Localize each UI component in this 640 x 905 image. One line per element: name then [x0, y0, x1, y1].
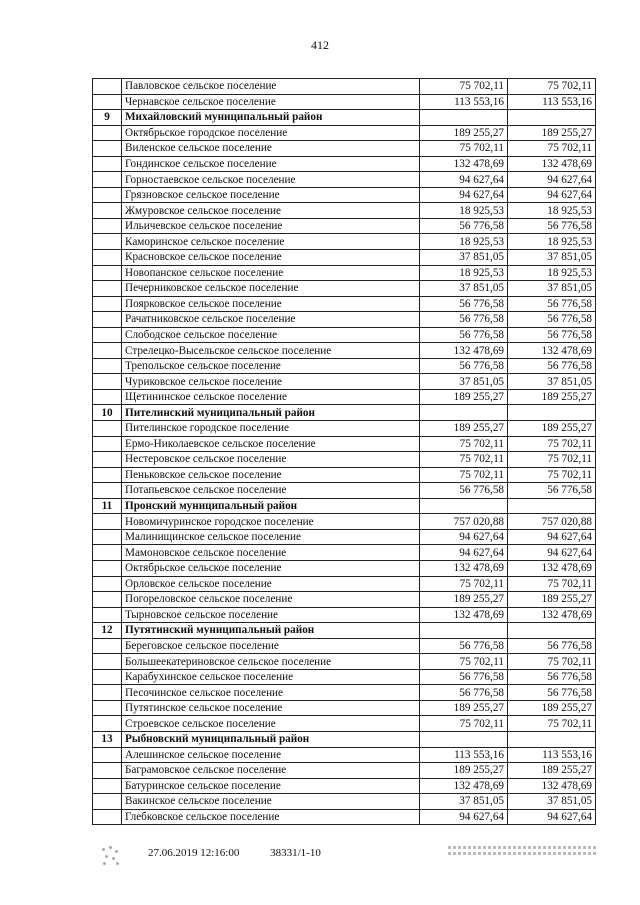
row-number — [93, 778, 122, 794]
district-row — [93, 405, 596, 421]
table-row — [93, 421, 596, 437]
amount-col-1: 132 478,69 — [420, 560, 508, 576]
amount-col-1 — [420, 110, 508, 126]
amount-col-1: 94 627,64 — [420, 545, 508, 561]
amount-col-2: 75 702,11 — [508, 79, 596, 95]
amount-col-1: 56 776,58 — [420, 483, 508, 499]
row-number — [93, 172, 122, 188]
amount-col-2: 37 851,05 — [508, 794, 596, 810]
table-row — [93, 716, 596, 732]
amount-col-2: 132 478,69 — [508, 560, 596, 576]
table-row — [93, 156, 596, 172]
row-number — [93, 654, 122, 670]
table-row — [93, 187, 596, 203]
settlement-name: Пронский муниципальный район — [122, 498, 420, 514]
amount-col-2: 189 255,27 — [508, 763, 596, 779]
settlement-name: Михайловский муниципальный район — [122, 110, 420, 126]
amount-col-1 — [420, 405, 508, 421]
table-row — [93, 436, 596, 452]
amount-col-1: 18 925,53 — [420, 265, 508, 281]
amount-col-2: 75 702,11 — [508, 716, 596, 732]
footer-timestamp: 27.06.2019 12:16:00 — [148, 847, 240, 859]
amount-col-1: 757 020,88 — [420, 514, 508, 530]
amount-col-1 — [420, 623, 508, 639]
footer-doc-id: 38331/1-10 — [270, 847, 321, 859]
table-row — [93, 607, 596, 623]
row-number — [93, 203, 122, 219]
settlement-name: Каморинское сельское поселение — [122, 234, 420, 250]
row-number — [93, 281, 122, 297]
row-number — [93, 327, 122, 343]
amount-col-1: 75 702,11 — [420, 654, 508, 670]
table-row — [93, 700, 596, 716]
amount-col-1 — [420, 498, 508, 514]
settlement-name: Баграмовское сельское поселение — [122, 763, 420, 779]
amount-col-1: 132 478,69 — [420, 607, 508, 623]
amount-col-1: 189 255,27 — [420, 125, 508, 141]
table-row — [93, 638, 596, 654]
settlement-name: Пеньковское сельское поселение — [122, 467, 420, 483]
settlement-name: Поярковское сельское поселение — [122, 296, 420, 312]
amount-col-1: 18 925,53 — [420, 203, 508, 219]
row-number — [93, 343, 122, 359]
row-number — [93, 218, 122, 234]
settlement-name: Чернавское сельское поселение — [122, 94, 420, 110]
amount-col-2: 18 925,53 — [508, 265, 596, 281]
amount-col-2: 18 925,53 — [508, 234, 596, 250]
settlement-name: Павловское сельское поселение — [122, 79, 420, 95]
settlement-name: Алешинское сельское поселение — [122, 747, 420, 763]
row-number — [93, 125, 122, 141]
settlement-name: Береговское сельское поселение — [122, 638, 420, 654]
amount-col-1: 56 776,58 — [420, 296, 508, 312]
table-row — [93, 172, 596, 188]
row-number: 9 — [93, 110, 122, 126]
row-number — [93, 638, 122, 654]
footer — [148, 847, 349, 859]
table-row — [93, 358, 596, 374]
row-number — [93, 747, 122, 763]
row-number — [93, 94, 122, 110]
amount-col-2: 75 702,11 — [508, 452, 596, 468]
amount-col-2: 189 255,27 — [508, 389, 596, 405]
amount-col-2: 56 776,58 — [508, 638, 596, 654]
amount-col-1: 189 255,27 — [420, 421, 508, 437]
settlement-name: Чуриковское сельское поселение — [122, 374, 420, 390]
amount-col-1: 37 851,05 — [420, 281, 508, 297]
row-number — [93, 685, 122, 701]
amount-col-2: 75 702,11 — [508, 654, 596, 670]
amount-col-1: 132 478,69 — [420, 778, 508, 794]
amount-col-1: 94 627,64 — [420, 172, 508, 188]
row-number — [93, 312, 122, 328]
amount-col-1: 189 255,27 — [420, 700, 508, 716]
row-number — [93, 358, 122, 374]
table-row — [93, 343, 596, 359]
table-row — [93, 514, 596, 530]
table-row — [93, 234, 596, 250]
amount-col-2: 75 702,11 — [508, 467, 596, 483]
table-row — [93, 312, 596, 328]
amount-col-1: 113 553,16 — [420, 747, 508, 763]
settlement-name: Карабухинское сельское поселение — [122, 669, 420, 685]
amount-col-2 — [508, 405, 596, 421]
amount-col-2: 56 776,58 — [508, 327, 596, 343]
row-number — [93, 576, 122, 592]
amount-col-2: 189 255,27 — [508, 700, 596, 716]
table-row — [93, 794, 596, 810]
settlement-name: Нестеровское сельское поселение — [122, 452, 420, 468]
row-number — [93, 763, 122, 779]
amount-col-1 — [420, 731, 508, 747]
settlement-name: Тырновское сельское поселение — [122, 607, 420, 623]
row-number — [93, 436, 122, 452]
table-row — [93, 327, 596, 343]
table-row — [93, 389, 596, 405]
amount-col-2: 94 627,64 — [508, 172, 596, 188]
table-row — [93, 669, 596, 685]
amount-col-2: 757 020,88 — [508, 514, 596, 530]
settlement-name: Новопанское сельское поселение — [122, 265, 420, 281]
amount-col-2: 56 776,58 — [508, 669, 596, 685]
amount-col-2: 56 776,58 — [508, 685, 596, 701]
amount-col-1: 189 255,27 — [420, 592, 508, 608]
district-row — [93, 498, 596, 514]
amount-col-1: 56 776,58 — [420, 218, 508, 234]
settlement-name: Стрелецко-Высельское сельское поселение — [122, 343, 420, 359]
table-row — [93, 374, 596, 390]
amount-col-2: 94 627,64 — [508, 187, 596, 203]
amount-col-1: 94 627,64 — [420, 187, 508, 203]
row-number — [93, 716, 122, 732]
settlement-name: Малинищинское сельское поселение — [122, 529, 420, 545]
row-number: 11 — [93, 498, 122, 514]
settlement-name: Октябрьское городское поселение — [122, 125, 420, 141]
amount-col-1: 75 702,11 — [420, 452, 508, 468]
settlement-name: Слободское сельское поселение — [122, 327, 420, 343]
row-number — [93, 265, 122, 281]
amount-col-2: 37 851,05 — [508, 374, 596, 390]
district-row — [93, 623, 596, 639]
settlement-name: Путятинское сельское поселение — [122, 700, 420, 716]
settlement-name: Новомичуринское городское поселение — [122, 514, 420, 530]
table-row — [93, 685, 596, 701]
amount-col-1: 75 702,11 — [420, 436, 508, 452]
table-row — [93, 218, 596, 234]
amount-col-1: 189 255,27 — [420, 763, 508, 779]
row-number — [93, 809, 122, 825]
settlement-name: Горностаевское сельское поселение — [122, 172, 420, 188]
amount-col-2: 94 627,64 — [508, 545, 596, 561]
settlement-name: Песочинское сельское поселение — [122, 685, 420, 701]
table-row — [93, 529, 596, 545]
row-number — [93, 156, 122, 172]
row-number — [93, 296, 122, 312]
amount-col-1: 94 627,64 — [420, 529, 508, 545]
settlement-name: Большеекатериновское сельское поселение — [122, 654, 420, 670]
amount-col-1: 132 478,69 — [420, 156, 508, 172]
allocation-table — [92, 78, 596, 825]
settlement-name: Вакинское сельское поселение — [122, 794, 420, 810]
amount-col-1: 113 553,16 — [420, 94, 508, 110]
amount-col-1: 189 255,27 — [420, 389, 508, 405]
table-row — [93, 79, 596, 95]
table-row — [93, 265, 596, 281]
amount-col-2: 18 925,53 — [508, 203, 596, 219]
table-row — [93, 809, 596, 825]
amount-col-2: 75 702,11 — [508, 576, 596, 592]
amount-col-2 — [508, 731, 596, 747]
amount-col-2: 113 553,16 — [508, 747, 596, 763]
settlement-name: Рачатниковское сельское поселение — [122, 312, 420, 328]
amount-col-1: 56 776,58 — [420, 685, 508, 701]
row-number — [93, 514, 122, 530]
amount-col-2: 132 478,69 — [508, 607, 596, 623]
page-number: 412 — [311, 38, 329, 52]
table-row — [93, 141, 596, 157]
scan-mark-icon — [100, 845, 122, 867]
amount-col-2: 189 255,27 — [508, 592, 596, 608]
amount-col-2: 132 478,69 — [508, 778, 596, 794]
row-number — [93, 592, 122, 608]
table-row — [93, 94, 596, 110]
settlement-name: Печерниковское сельское поселение — [122, 281, 420, 297]
amount-col-1: 56 776,58 — [420, 358, 508, 374]
table-row — [93, 747, 596, 763]
settlement-name: Путятинский муниципальный район — [122, 623, 420, 639]
amount-col-1: 75 702,11 — [420, 141, 508, 157]
row-number — [93, 187, 122, 203]
amount-col-2: 75 702,11 — [508, 436, 596, 452]
amount-col-2: 75 702,11 — [508, 141, 596, 157]
row-number — [93, 79, 122, 95]
row-number — [93, 234, 122, 250]
row-number: 12 — [93, 623, 122, 639]
amount-col-2: 94 627,64 — [508, 529, 596, 545]
table-row — [93, 281, 596, 297]
row-number: 13 — [93, 731, 122, 747]
settlement-name: Гондинское сельское поселение — [122, 156, 420, 172]
amount-col-1: 56 776,58 — [420, 669, 508, 685]
amount-col-2: 94 627,64 — [508, 809, 596, 825]
amount-col-2: 132 478,69 — [508, 343, 596, 359]
settlement-name: Глебковское сельское поселение — [122, 809, 420, 825]
amount-col-2: 56 776,58 — [508, 483, 596, 499]
row-number: 10 — [93, 405, 122, 421]
amount-col-1: 56 776,58 — [420, 327, 508, 343]
amount-col-2: 132 478,69 — [508, 156, 596, 172]
table-row — [93, 545, 596, 561]
settlement-name: Мамоновское сельское поселение — [122, 545, 420, 561]
settlement-name: Погореловское сельское поселение — [122, 592, 420, 608]
table-row — [93, 296, 596, 312]
settlement-name: Жмуровское сельское поселение — [122, 203, 420, 219]
settlement-name: Ильичевское сельское поселение — [122, 218, 420, 234]
amount-col-1: 75 702,11 — [420, 576, 508, 592]
settlement-name: Октябрьское сельское поселение — [122, 560, 420, 576]
table-row — [93, 654, 596, 670]
row-number — [93, 560, 122, 576]
settlement-name: Строевское сельское поселение — [122, 716, 420, 732]
row-number — [93, 794, 122, 810]
row-number — [93, 529, 122, 545]
amount-col-2: 189 255,27 — [508, 421, 596, 437]
amount-col-1: 18 925,53 — [420, 234, 508, 250]
table-row — [93, 778, 596, 794]
amount-col-2: 113 553,16 — [508, 94, 596, 110]
amount-col-2: 189 255,27 — [508, 125, 596, 141]
amount-col-1: 94 627,64 — [420, 809, 508, 825]
amount-col-1: 132 478,69 — [420, 343, 508, 359]
settlement-name: Виленское сельское поселение — [122, 141, 420, 157]
settlement-name: Рыбновский муниципальный район — [122, 731, 420, 747]
table-row — [93, 250, 596, 266]
settlement-name: Красновское сельское поселение — [122, 250, 420, 266]
settlement-name: Щетининское сельское поселение — [122, 389, 420, 405]
table-row — [93, 203, 596, 219]
amount-col-2: 56 776,58 — [508, 358, 596, 374]
table-row — [93, 467, 596, 483]
row-number — [93, 374, 122, 390]
row-number — [93, 250, 122, 266]
table-row — [93, 560, 596, 576]
amount-col-1: 37 851,05 — [420, 250, 508, 266]
settlement-name: Пителинское городское поселение — [122, 421, 420, 437]
row-number — [93, 607, 122, 623]
table-row — [93, 576, 596, 592]
district-row — [93, 731, 596, 747]
table-row — [93, 452, 596, 468]
faded-stamp — [448, 843, 598, 863]
table-row — [93, 125, 596, 141]
amount-col-2: 56 776,58 — [508, 296, 596, 312]
row-number — [93, 545, 122, 561]
row-number — [93, 141, 122, 157]
settlement-name: Орловское сельское поселение — [122, 576, 420, 592]
table-row — [93, 483, 596, 499]
settlement-name: Ермо-Николаевское сельское поселение — [122, 436, 420, 452]
amount-col-2 — [508, 110, 596, 126]
district-row — [93, 110, 596, 126]
settlement-name: Грязновское сельское поселение — [122, 187, 420, 203]
row-number — [93, 669, 122, 685]
amount-col-1: 56 776,58 — [420, 638, 508, 654]
row-number — [93, 467, 122, 483]
amount-col-2 — [508, 623, 596, 639]
row-number — [93, 421, 122, 437]
settlement-name: Пителинский муниципальный район — [122, 405, 420, 421]
table-row — [93, 592, 596, 608]
row-number — [93, 483, 122, 499]
amount-col-1: 75 702,11 — [420, 79, 508, 95]
amount-col-2: 37 851,05 — [508, 281, 596, 297]
settlement-name: Трепольское сельское поселение — [122, 358, 420, 374]
amount-col-2: 37 851,05 — [508, 250, 596, 266]
amount-col-1: 56 776,58 — [420, 312, 508, 328]
amount-col-1: 37 851,05 — [420, 794, 508, 810]
row-number — [93, 700, 122, 716]
amount-col-1: 75 702,11 — [420, 716, 508, 732]
table-row — [93, 763, 596, 779]
amount-col-2 — [508, 498, 596, 514]
row-number — [93, 452, 122, 468]
amount-col-1: 75 702,11 — [420, 467, 508, 483]
settlement-name: Батуринское сельское поселение — [122, 778, 420, 794]
settlement-name: Потапьевское сельское поселение — [122, 483, 420, 499]
amount-col-1: 37 851,05 — [420, 374, 508, 390]
row-number — [93, 389, 122, 405]
amount-col-2: 56 776,58 — [508, 218, 596, 234]
amount-col-2: 56 776,58 — [508, 312, 596, 328]
